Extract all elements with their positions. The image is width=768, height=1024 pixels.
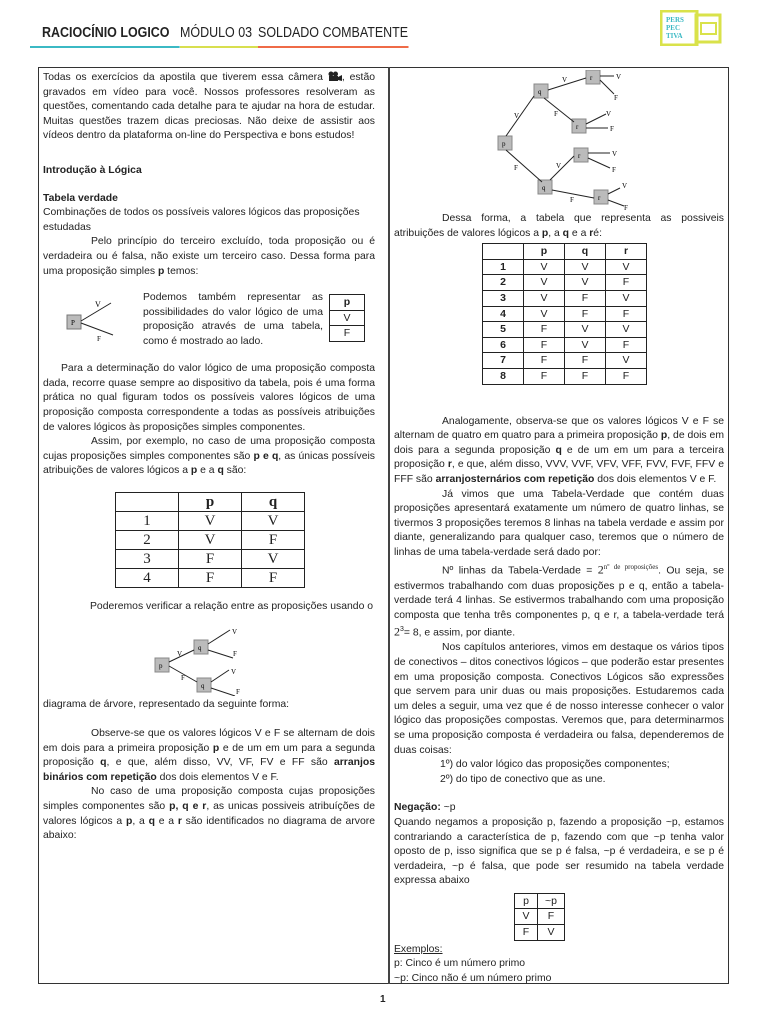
formula-exponent: 3 [400, 626, 404, 634]
tree-leaf: V [612, 150, 618, 158]
text: , a [548, 227, 563, 239]
logo-text-3: TIVA [666, 32, 683, 40]
tree-edge-label: F [570, 196, 574, 204]
logo-text-1: PERS [666, 16, 684, 24]
intro-text-rest: , estão gravados em vídeo para você. Nossos professores resolveram as questões, comentando cada detalhe para te ajudar na hora de estudar. Muitas questões trazem dicas preciosas. Não deixe de assistir aos vídeos dentro da plataforma on-line do Perspectiva e bons estudos! [43, 72, 376, 142]
text: e de um em um para a segunda proposição [43, 742, 375, 769]
principle-p: p [157, 265, 165, 277]
text: , as únicas possíveis atribuições de valores lógicos a [43, 450, 376, 477]
video-camera-icon [328, 71, 342, 81]
tree-root-label: P [71, 319, 75, 328]
text: e a [197, 465, 218, 477]
subsection-title: Tabela verdade [43, 192, 118, 204]
list-item: 2º) do tipo de conectivo que as une. [440, 773, 606, 785]
simple-truth-table [329, 294, 365, 342]
table-row [483, 306, 647, 322]
table-cell: 7 [483, 353, 524, 369]
table-header: p [515, 893, 538, 909]
tree-diagram-pq [147, 626, 247, 696]
table-cell: V [524, 259, 565, 275]
tree-leaf: F [233, 650, 237, 659]
text: e a [154, 815, 178, 827]
text: são: [223, 465, 247, 477]
table-row [116, 568, 305, 587]
tree-edge-label: F [514, 164, 518, 172]
table-cell: 8 [483, 368, 524, 384]
table-row [483, 368, 647, 384]
text: , a [132, 815, 149, 827]
tree-leaf: F [610, 125, 614, 133]
truth-table-pq [115, 492, 305, 588]
left-column [43, 71, 375, 844]
table-cell: V [242, 549, 305, 568]
bold-pqr: p, q e r [169, 801, 207, 813]
tree-leaf: F [612, 166, 616, 174]
table-cell: F [606, 275, 647, 291]
bold-r: r [589, 227, 594, 239]
table-cell: V [179, 511, 242, 530]
text: dos dois elementos V e F. [156, 771, 279, 783]
example-item: p: Cinco é um número primo [394, 958, 526, 970]
table-cell: V [606, 353, 647, 369]
tree-edge-label: V [514, 112, 520, 120]
simple-tree-diagram [63, 297, 133, 345]
analog-paragraph [394, 415, 724, 488]
table-cell: F [524, 337, 565, 353]
table-cell: F [565, 306, 606, 322]
bold-q: q [555, 444, 562, 456]
bold-term: arranjosternários com repetição [435, 473, 595, 485]
bold-q: q [562, 227, 570, 239]
tree-branch-f: F [97, 335, 101, 344]
table-row [116, 530, 305, 549]
tree-node: r [598, 194, 601, 202]
bold-pq: p e q [253, 450, 279, 462]
tree-edge-label: V [562, 76, 568, 84]
intro-text: Todas os exercícios da apostila que tiverem essa câmera [43, 72, 323, 83]
table-row [515, 909, 565, 925]
table-cell: 5 [483, 322, 524, 338]
table-row [515, 925, 565, 941]
tree-node: q [198, 644, 202, 653]
text: Dessa forma, a tabela que representa as possiveis atribuições de valores lógicos a [394, 213, 724, 239]
table-header [116, 492, 179, 511]
principle-text-end: temos: [164, 265, 199, 277]
formula-exponent: nº de proposições [603, 563, 659, 572]
table-row [116, 549, 305, 568]
simple-note: Podemos também representar as possibilidades do valor lógico de uma proposição através de uma tabela, como é mostrado ao lado. [143, 292, 323, 347]
principle-text: Pelo princípio do terceiro excluído, toda proposição ou é verdadeira ou é falsa, não existe um terceiro caso. Dessa forma para uma proposição simples [43, 236, 375, 277]
table-cell: V [524, 290, 565, 306]
table3-intro [394, 212, 724, 241]
table-cell: F [565, 368, 606, 384]
table-cell: V [565, 322, 606, 338]
text: = 8, e assim, por diante. [403, 627, 516, 639]
text: e de um em um para a terceira proposição [394, 444, 724, 471]
table-cell: V [606, 290, 647, 306]
bold-p: p [190, 465, 198, 477]
table-cell: V [606, 259, 647, 275]
bold-p: p [125, 815, 133, 827]
tree-node: p [502, 140, 506, 148]
negation-heading: Negação: [394, 802, 441, 814]
text: , as unicas possiveis atribuíções de valores lógicos a [43, 801, 375, 827]
table-cell: 6 [483, 337, 524, 353]
list-item: 1º) do valor lógico das proposições componentes; [440, 759, 670, 771]
bold-r: r [447, 459, 452, 471]
table-cell: 1 [116, 511, 179, 530]
right-column [394, 212, 724, 986]
table-cell: V [515, 909, 538, 925]
table-cell: F [538, 909, 565, 925]
table-header: r [606, 244, 647, 260]
principle-paragraph [43, 235, 375, 279]
section-title: Introdução à Lógica [43, 164, 142, 176]
example-item: ~p: Cinco não é um número primo [394, 972, 552, 984]
text: Observe-se que os valores lógicos V e F se alternam de dois em dois para a primeira proposição [43, 728, 375, 754]
bold-q: q [148, 815, 155, 827]
tree-leaf: V [232, 628, 238, 637]
table-cell: 4 [483, 306, 524, 322]
bold-term: arranjos binários com repetição [43, 757, 375, 783]
table-cell: V [606, 322, 647, 338]
bold-q: q [100, 757, 107, 769]
tree-leaf: V [231, 668, 237, 677]
formula-label: Nº linhas da Tabela-Verdade = [442, 565, 598, 577]
tree-node: r [578, 152, 581, 160]
table-row [483, 353, 647, 369]
formula-paragraph [394, 560, 724, 641]
table-header: ~p [538, 893, 565, 909]
table-cell: V [330, 310, 365, 326]
tree-edge-label: F [181, 674, 185, 683]
table-row [483, 290, 647, 306]
truth-table-pqr [482, 243, 647, 384]
table-cell: F [179, 549, 242, 568]
lines-paragraph: Já vimos que uma Tabela-Verdade que contém duas proposições apresentará exatamente um número de quatro linhas, se tivermos 3 proposições teremos 8 linhas na tabela verdade e assim por diante, generalizando para qualquer caso, teremos que o número de linhas de uma tabela-verdade será dado por: [394, 488, 724, 558]
formula-base: 2 [394, 624, 400, 639]
tree-intro: Poderemos verificar a relação entre as proposições usando o [90, 600, 374, 612]
table-row [483, 275, 647, 291]
tree-leaf: V [606, 110, 612, 118]
table-cell: F [606, 306, 647, 322]
tree-leaf: F [236, 688, 240, 697]
text: dos dois elementos V e F. [594, 473, 717, 485]
table-cell: V [565, 259, 606, 275]
table-cell: 3 [116, 549, 179, 568]
formula-base: 2 [597, 562, 604, 577]
page-number: 1 [380, 994, 386, 1005]
tree-node: q [538, 88, 542, 96]
bold-p: p [541, 227, 549, 239]
table-cell: F [330, 326, 365, 342]
tree-leaf: F [624, 204, 628, 210]
definition-text: Combinações de todos os possíveis valores lógicos das proposições estudadas [43, 207, 360, 233]
text: , de dois em dois para a segunda proposição [394, 430, 724, 456]
bold-p: p [660, 430, 668, 442]
table-header: p [524, 244, 565, 260]
text: são identificados no diagrama de arvore abaixo: [43, 815, 375, 842]
table-cell: V [524, 306, 565, 322]
table-cell: 2 [116, 530, 179, 549]
text: Analogamente, observa-se que os valores lógicos V e F se alternam de quatro em quatro para a primeira proposição [394, 415, 724, 442]
compound-paragraph: Para a determinação do valor lógico de uma proposição composta dada, recorre quase sempre ao dispositivo da tabela, pois é uma forma prática no qual figuram todos os possíveis valores lógicos de uma proposição composta correspondente a todas as possíveis atribuições de valores lógicos às proposições simples componentes. [43, 363, 375, 433]
tree-node: p [159, 662, 163, 671]
table-header-p: p [330, 295, 365, 311]
header-module: MÓDULO 03 [180, 24, 262, 48]
text: e a [569, 227, 590, 239]
text: , e que, além disso, VVV, VVF, VFV, VFF, FVV, FVF, FFV e FFF são [394, 459, 724, 485]
three-proposition-paragraph [43, 785, 375, 843]
table-cell: F [242, 568, 305, 587]
text: No caso de uma proposição composta cujas proposições simples componentes são [43, 786, 375, 813]
negation-paragraph: Quando negamos a proposição p, fazendo a proposição ~p, estamos contrariando a característica de p, fazendo com que ~p tenha valor oposto de p, isso significa que se p é falsa, ~p é verdadeira, e se p é verdadeira, ~p é falsa, que pode ser resumido na tabela verdade expressa abaixo [394, 816, 724, 887]
table-cell: F [242, 530, 305, 549]
examples-title: Exemplos: [394, 943, 443, 955]
tree-node: q [542, 184, 546, 192]
tree-leaf: V [616, 73, 622, 81]
table-cell: V [538, 925, 565, 941]
text: é: [593, 227, 602, 239]
table-row [483, 322, 647, 338]
table-cell: V [565, 337, 606, 353]
table-row [483, 337, 647, 353]
tree-leaf: V [622, 182, 628, 190]
table-cell: 1 [483, 259, 524, 275]
table-cell: F [565, 290, 606, 306]
tree-branch-v: V [95, 300, 101, 310]
tree-node: q [201, 682, 205, 691]
table-header: p [179, 492, 242, 511]
tree-caption: diagrama de árvore, representado da seguinte forma: [43, 699, 290, 711]
compound-example-paragraph [43, 435, 375, 479]
simple-proposition-block [43, 287, 375, 357]
bold-q: q [217, 465, 224, 477]
table-cell: F [524, 368, 565, 384]
table-cell: F [606, 368, 647, 384]
table-cell: V [565, 275, 606, 291]
negation-symbol: ~p [443, 802, 456, 814]
table-row [483, 259, 647, 275]
text: . Ou seja, se estivermos trabalhando com duas proposições p e q, então a tabela-verdade terá 4 linhas. Se estivermos trabalhando com uma proposição composta que tenha três componentes p, q e r, a tabela-verdade terá [394, 565, 724, 621]
tree-node: r [590, 74, 593, 82]
table-header: q [565, 244, 606, 260]
tree-edge-label: V [177, 650, 183, 659]
table-cell: 4 [116, 568, 179, 587]
bold-r: r [177, 815, 182, 827]
observation-paragraph [43, 727, 375, 785]
bold-p: p [212, 742, 220, 754]
header-subject: RACIOCÍNIO LOGICO [30, 24, 180, 48]
page-header [30, 24, 433, 48]
intro-paragraph [43, 71, 375, 144]
table-cell: F [565, 353, 606, 369]
table-cell: F [524, 322, 565, 338]
table-cell: V [242, 511, 305, 530]
tree-edge-label: F [554, 110, 558, 118]
tree-diagram-pqr [490, 70, 640, 210]
logo-text-2: PEC [666, 24, 680, 32]
header-course: SOLDADO COMBATENTE [258, 24, 408, 48]
table-cell: V [179, 530, 242, 549]
table-cell: V [524, 275, 565, 291]
table-cell: F [179, 568, 242, 587]
table-row [116, 511, 305, 530]
table-cell: 3 [483, 290, 524, 306]
text: Assim, por exemplo, no caso de uma proposição composta cujas proposições simples componentes são [43, 436, 375, 462]
tree-leaf: F [614, 94, 618, 102]
connectives-paragraph: Nos capítulos anteriores, vimos em destaque os vários tipos de conectivos – ditos conectivos lógicos – que poderão estar presentes em uma proposição composta. Conectivos Lógicos são expressões que servem para unir duas ou mais proposições. Estudaremos cada um deles a seguir, uma vez que é de nosso interesse conhecer o valor lógico das proposições compostas. Veremos que, para determinarmos se uma proposição composta é verdadeira ou falsa, dependeremos de duas coisas: [394, 642, 724, 756]
table-cell: F [606, 337, 647, 353]
tree-node: r [576, 123, 579, 131]
table-header: q [242, 492, 305, 511]
column-divider [388, 67, 390, 984]
table-header [483, 244, 524, 260]
table-cell: 2 [483, 275, 524, 291]
perspectiva-logo [660, 10, 722, 46]
tree-edge-label: V [556, 162, 562, 170]
table-cell: F [515, 925, 538, 941]
negation-title [394, 801, 724, 816]
negation-table [514, 893, 565, 941]
table-cell: F [524, 353, 565, 369]
text: , e que, além disso, VV, VF, FV e FF são [106, 757, 334, 769]
